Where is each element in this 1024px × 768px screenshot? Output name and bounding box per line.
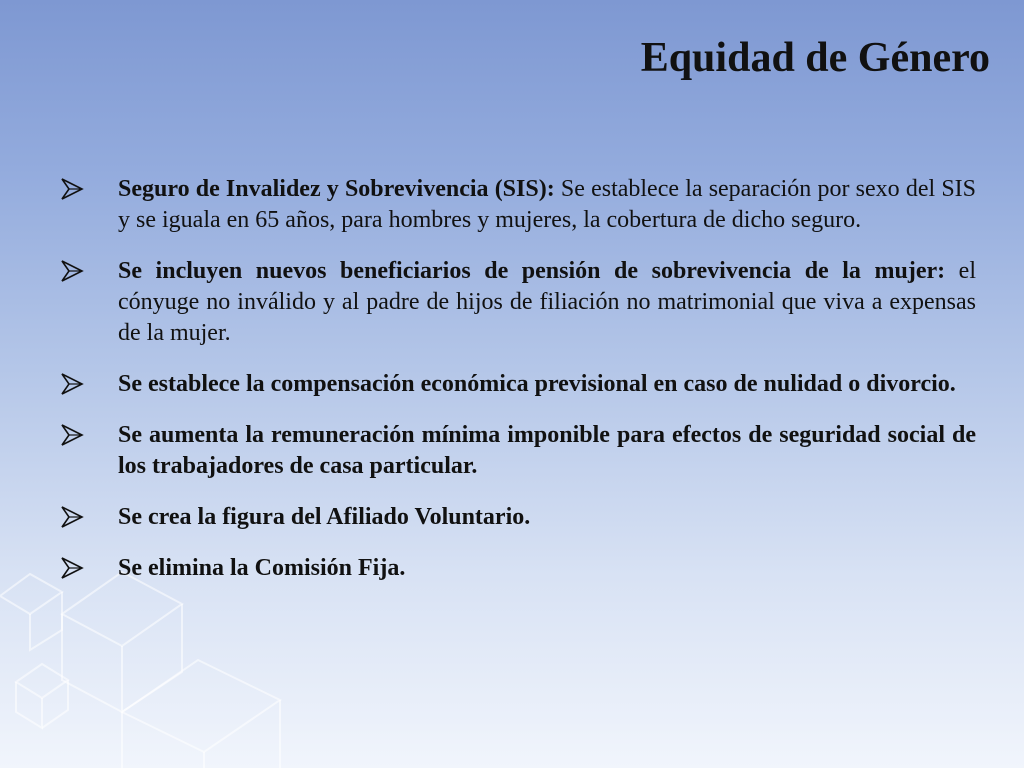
bullet-item	[58, 174, 976, 236]
arrowhead-bullet-icon	[60, 260, 84, 282]
bullet-item	[58, 502, 976, 533]
arrowhead-bullet-icon	[60, 557, 84, 579]
bullet-lead: Seguro de Invalidez y Sobrevivencia (SIS):	[118, 176, 555, 202]
arrowhead-bullet-icon	[60, 506, 84, 528]
bullet-lead: Se establece la compensación económica previsional en caso de nulidad o divorcio.	[118, 371, 956, 397]
bullet-text: el cónyuge no inválido y al padre de hijos de filiación no matrimonial que viva a expensas de la mujer.	[118, 258, 977, 346]
slide-title: Equidad de Género	[640, 35, 990, 81]
cube-outline-small	[0, 574, 62, 650]
arrowhead-bullet-icon	[60, 178, 84, 200]
bullet-list	[58, 174, 976, 604]
bullet-lead: Se elimina la Comisión Fija.	[118, 555, 406, 581]
bullet-item	[58, 256, 976, 349]
bullet-item	[58, 420, 976, 482]
arrowhead-bullet-icon	[60, 373, 84, 395]
arrowhead-bullet-icon	[60, 424, 84, 446]
bullet-lead: Se incluyen nuevos beneficiarios de pensión de sobrevivencia de la mujer:	[118, 258, 946, 284]
cube-outline-tiny	[16, 664, 68, 728]
bullet-lead: Se aumenta la remuneración mínima imponible para efectos de seguridad social de los trabajadores de casa particular.	[118, 422, 976, 479]
bullet-text: Se establece la separación por sexo del SIS y se iguala en 65 años, para hombres y mujeres, la cobertura de dicho seguro.	[118, 176, 977, 233]
bullet-item	[58, 369, 976, 400]
bullet-lead: Se crea la figura del Afiliado Voluntario.	[118, 504, 531, 530]
cube-outline-large	[122, 660, 280, 768]
bullet-item	[58, 553, 976, 584]
